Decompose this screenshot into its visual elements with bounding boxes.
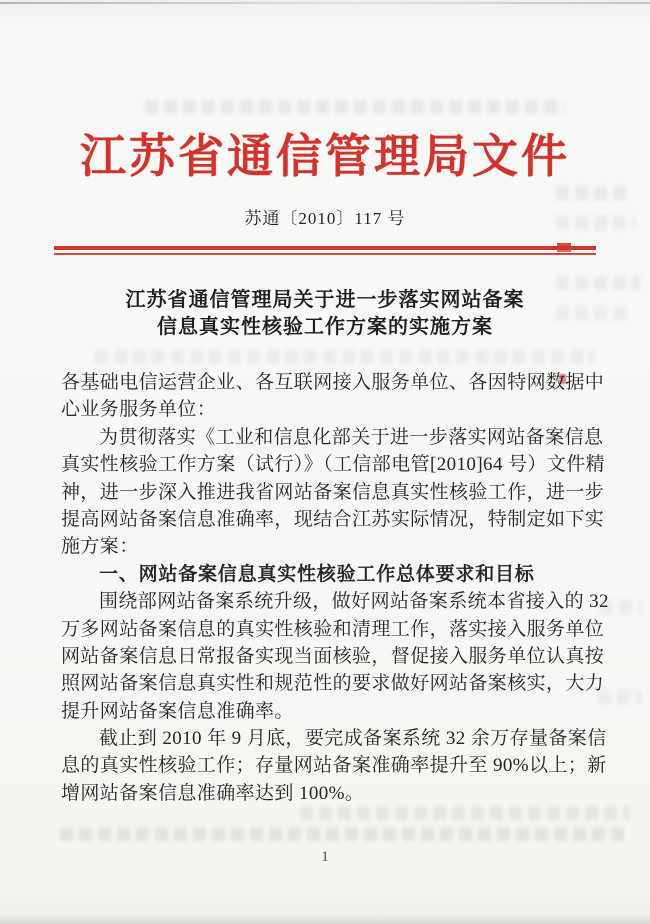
body-line: 增网站备案信息准确率达到 100%。	[61, 782, 365, 804]
bleedthrough-artifact	[60, 827, 630, 841]
divider-thick-line	[54, 246, 596, 250]
bleedthrough-artifact	[300, 806, 630, 820]
page-number: 1	[321, 849, 329, 865]
divider-thin-line	[54, 253, 596, 255]
header-divider-rule	[54, 246, 596, 255]
bleedthrough-artifact	[598, 690, 642, 704]
bleedthrough-artifact	[145, 100, 565, 114]
body-line: 息的真实性核验工作；存量网站备案准确率提升至 90%以上；新	[61, 755, 607, 777]
body-line: 提高网站备案信息准确率，现结合江苏实际情况，特制定如下实	[61, 508, 605, 530]
body-line: 万多网站备案信息的真实性核验和清理工作，落实接入服务单位	[61, 618, 605, 640]
body-line: 真实性核验工作方案（试行）》（工信部电管[2010]64 号）文件精	[61, 454, 606, 476]
document-number: 苏通〔2010〕117 号	[244, 209, 406, 228]
body-line: 提升网站备案信息准确率。	[61, 700, 294, 722]
body-line: 神，进一步深入推进我省网站备案信息真实性核验工作，进一步	[61, 481, 605, 503]
body-line: 为贯彻落实《工业和信息化部关于进一步落实网站备案信息	[99, 426, 604, 448]
body-line: 照网站备案信息真实性和规范性的要求做好网站备案核实，大力	[61, 673, 605, 695]
body-line: 围绕部网站备案系统升级，做好网站备案系统本省接入的 32	[99, 591, 609, 613]
issuing-agency-title: 江苏省通信管理局文件	[80, 131, 570, 182]
body-line: 截止到 2010 年 9 月底，要完成备案系统 32 余万存量备案信	[99, 728, 607, 750]
scanner-edge-line	[0, 2, 650, 4]
bleedthrough-artifact	[556, 186, 628, 200]
document-title-line-2: 信息真实性核验工作方案的实施方案	[157, 316, 493, 338]
body-line: 施方案：	[61, 536, 139, 558]
body-line: 网站备案信息日常报备实现当面核验，督促接入服务单位认真按	[61, 645, 605, 667]
document-title-line-1: 江苏省通信管理局关于进一步落实网站备案	[125, 289, 525, 311]
bleedthrough-artifact	[95, 350, 595, 364]
section-heading: 一、网站备案信息真实性核验工作总体要求和目标	[99, 563, 535, 585]
scanner-bottom-shadow	[0, 914, 650, 924]
body-line: 心业务服务单位：	[61, 399, 217, 421]
document-title	[0, 287, 650, 341]
body-line: 各基础电信运营企业、各互联网接入服务单位、各因特网数据中	[61, 372, 605, 393]
body-lines	[61, 369, 609, 807]
